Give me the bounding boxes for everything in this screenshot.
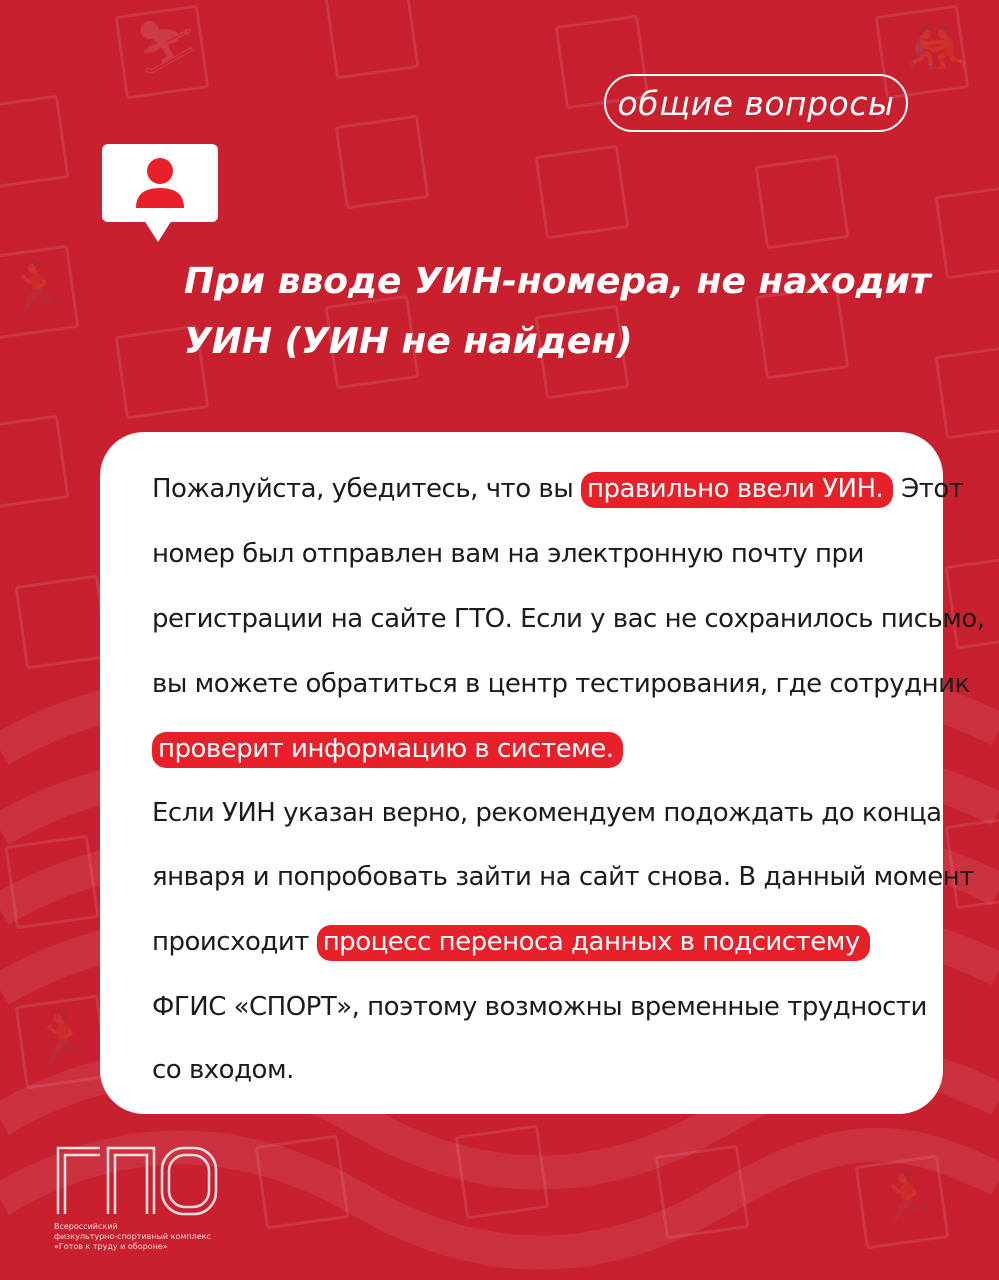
- answer-text: Пожалуйста, убедитесь, что вы: [152, 474, 574, 504]
- answer-highlight: процесс переноса данных в подсистему: [317, 925, 870, 961]
- gto-logo-caption: [54, 1222, 254, 1252]
- answer-line: со входом.: [152, 1055, 294, 1085]
- answer-card: [100, 432, 985, 1114]
- pictogram-tile: [935, 345, 999, 440]
- pictogram-tile: [0, 95, 69, 190]
- pictogram-tile: [335, 115, 430, 210]
- skier-icon: ⛷: [134, 18, 201, 78]
- pictogram-tile: [325, 0, 420, 79]
- pictogram-tile: [535, 145, 630, 240]
- answer-line: вы можете обратиться в центр тестирования, где сотрудник: [152, 669, 970, 699]
- pictogram-tile: [945, 555, 999, 650]
- answer-text: Этот: [901, 474, 964, 504]
- logo-caption-line: физкультурно-спортивный комплекс: [54, 1232, 211, 1241]
- question-title: При вводе УИН-номера, не находит УИН (УИН не найден): [184, 261, 931, 362]
- category-tag: общие вопросы: [604, 74, 908, 132]
- runner-icon: 🏃: [4, 258, 69, 318]
- runner-icon: 🏃: [30, 1008, 95, 1068]
- wrestler-icon: 🤼: [905, 18, 970, 78]
- answer-line: регистрации на сайте ГТО. Если у вас не сохранилось письмо,: [152, 604, 985, 634]
- answer-line: [152, 474, 963, 504]
- answer-text: происходит: [152, 927, 309, 957]
- answer-line: [152, 927, 870, 957]
- pictogram-tile: [0, 415, 69, 510]
- answer-line: января и попробовать зайти на сайт снова. В данный момент: [152, 862, 974, 892]
- pictogram-tile: [755, 155, 850, 250]
- answer-highlight: правильно ввели УИН.: [581, 472, 893, 508]
- pictogram-tile: [935, 185, 999, 280]
- answer-line: [152, 734, 623, 764]
- answer-line: ФГИС «СПОРТ», поэтому возможны временные трудности: [152, 992, 927, 1022]
- sprinter-icon: 🏃: [874, 1168, 939, 1228]
- avatar-bubble: [102, 144, 218, 222]
- user-avatar-icon: [102, 144, 218, 222]
- answer-line: номер был отправлен вам на электронную почту при: [152, 539, 864, 569]
- logo-caption-line: Всероссийский: [54, 1222, 118, 1231]
- bubble-tail: [144, 220, 172, 242]
- logo-caption-line: «Готов к труду и обороне»: [54, 1242, 168, 1251]
- answer-line: Если УИН указан верно, рекомендуем подождать до конца: [152, 798, 942, 828]
- answer-highlight: проверит информацию в системе.: [152, 732, 623, 768]
